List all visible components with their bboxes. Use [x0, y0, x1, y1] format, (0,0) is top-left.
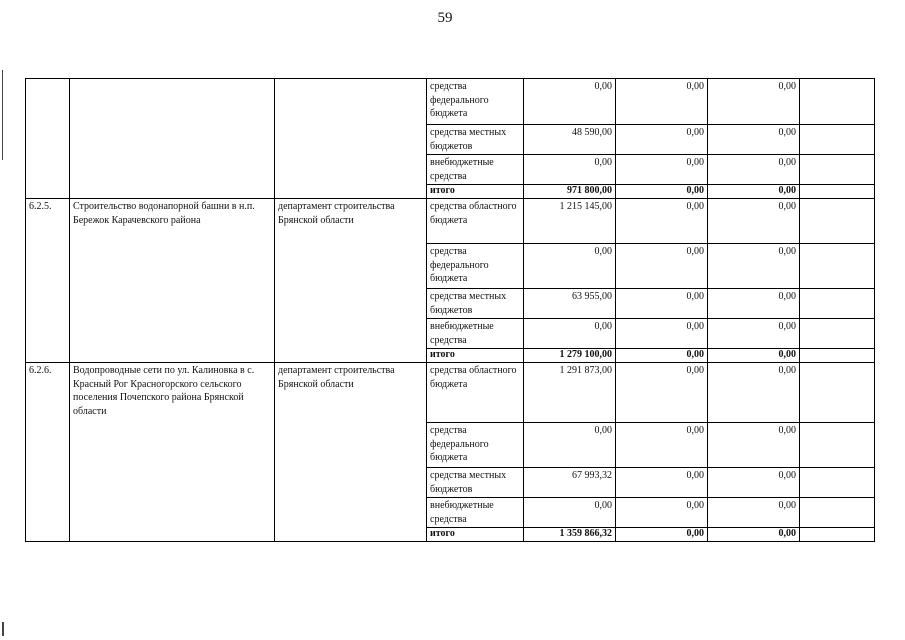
empty-cell: [800, 125, 875, 155]
funding-source: средства федерального бюджета: [427, 244, 524, 289]
amount-year-2: 0,00: [616, 423, 708, 468]
empty-cell: [800, 363, 875, 423]
empty-cell: [800, 498, 875, 528]
amount-year-3: 0,00: [708, 79, 800, 125]
empty-cell: [800, 185, 875, 199]
item-name: Водопроводные сети по ул. Калиновка в с. Красный Рог Красногорского сельского поселения Почепского района Брянской области: [70, 363, 275, 542]
amount-year-2: 0,00: [616, 468, 708, 498]
item-name: [70, 79, 275, 199]
amount-year-3: 0,00: [708, 423, 800, 468]
funding-source: средства федерального бюджета: [427, 423, 524, 468]
amount-year-2: 0,00: [616, 363, 708, 423]
empty-cell: [800, 79, 875, 125]
funding-source: средства федерального бюджета: [427, 79, 524, 125]
item-executor: [275, 79, 427, 199]
empty-cell: [800, 319, 875, 349]
item-code: 6.2.6.: [26, 363, 70, 542]
amount-year-3: 0,00: [708, 498, 800, 528]
funding-source: внебюджетные средства: [427, 498, 524, 528]
amount-year-3: 0,00: [708, 289, 800, 319]
amount-year-1: 0,00: [524, 423, 616, 468]
funding-source: внебюджетные средства: [427, 155, 524, 185]
amount-year-2: 0,00: [616, 125, 708, 155]
amount-year-2: 0,00: [616, 185, 708, 199]
funding-source: итого: [427, 185, 524, 199]
item-name: Строительство водонапорной башни в н.п. Бережок Карачевского района: [70, 199, 275, 363]
item-code: 6.2.5.: [26, 199, 70, 363]
funding-source: средства местных бюджетов: [427, 289, 524, 319]
amount-year-3: 0,00: [708, 185, 800, 199]
funding-source: итого: [427, 349, 524, 363]
empty-cell: [800, 528, 875, 542]
amount-year-2: 0,00: [616, 199, 708, 244]
amount-year-2: 0,00: [616, 79, 708, 125]
empty-cell: [800, 199, 875, 244]
table-row: [26, 79, 875, 125]
page-number: 59: [437, 10, 453, 26]
funding-source: средства областного бюджета: [427, 199, 524, 244]
amount-year-1: 0,00: [524, 498, 616, 528]
amount-year-1: 0,00: [524, 244, 616, 289]
funding-source: внебюджетные средства: [427, 319, 524, 349]
empty-cell: [800, 155, 875, 185]
table-row: [26, 363, 875, 423]
amount-year-2: 0,00: [616, 319, 708, 349]
amount-year-3: 0,00: [708, 319, 800, 349]
amount-year-3: 0,00: [708, 528, 800, 542]
funding-source: средства местных бюджетов: [427, 125, 524, 155]
amount-year-2: 0,00: [616, 244, 708, 289]
amount-year-1: 63 955,00: [524, 289, 616, 319]
item-executor: департамент строительства Брянской области: [275, 363, 427, 542]
funding-source: средства местных бюджетов: [427, 468, 524, 498]
amount-year-3: 0,00: [708, 349, 800, 363]
amount-year-3: 0,00: [708, 125, 800, 155]
amount-year-2: 0,00: [616, 155, 708, 185]
amount-year-2: 0,00: [616, 528, 708, 542]
amount-year-1: 1 359 866,32: [524, 528, 616, 542]
table-row: [26, 199, 875, 244]
empty-cell: [800, 423, 875, 468]
amount-year-1: 67 993,32: [524, 468, 616, 498]
amount-year-2: 0,00: [616, 289, 708, 319]
amount-year-1: 48 590,00: [524, 125, 616, 155]
amount-year-1: 0,00: [524, 155, 616, 185]
empty-cell: [800, 289, 875, 319]
empty-cell: [800, 468, 875, 498]
amount-year-1: 1 279 100,00: [524, 349, 616, 363]
amount-year-2: 0,00: [616, 349, 708, 363]
amount-year-3: 0,00: [708, 468, 800, 498]
amount-year-1: 1 215 145,00: [524, 199, 616, 244]
amount-year-2: 0,00: [616, 498, 708, 528]
scan-margin-mark: [2, 622, 4, 636]
item-code: [26, 79, 70, 199]
amount-year-1: 971 800,00: [524, 185, 616, 199]
item-executor: департамент строительства Брянской области: [275, 199, 427, 363]
empty-cell: [800, 349, 875, 363]
amount-year-3: 0,00: [708, 155, 800, 185]
amount-year-3: 0,00: [708, 199, 800, 244]
budget-table: [25, 78, 875, 542]
funding-source: средства областного бюджета: [427, 363, 524, 423]
amount-year-3: 0,00: [708, 363, 800, 423]
budget-table-body: [26, 79, 875, 542]
amount-year-1: 0,00: [524, 79, 616, 125]
funding-source: итого: [427, 528, 524, 542]
amount-year-3: 0,00: [708, 244, 800, 289]
amount-year-1: 0,00: [524, 319, 616, 349]
amount-year-1: 1 291 873,00: [524, 363, 616, 423]
empty-cell: [800, 244, 875, 289]
scan-margin-line: [2, 70, 3, 160]
